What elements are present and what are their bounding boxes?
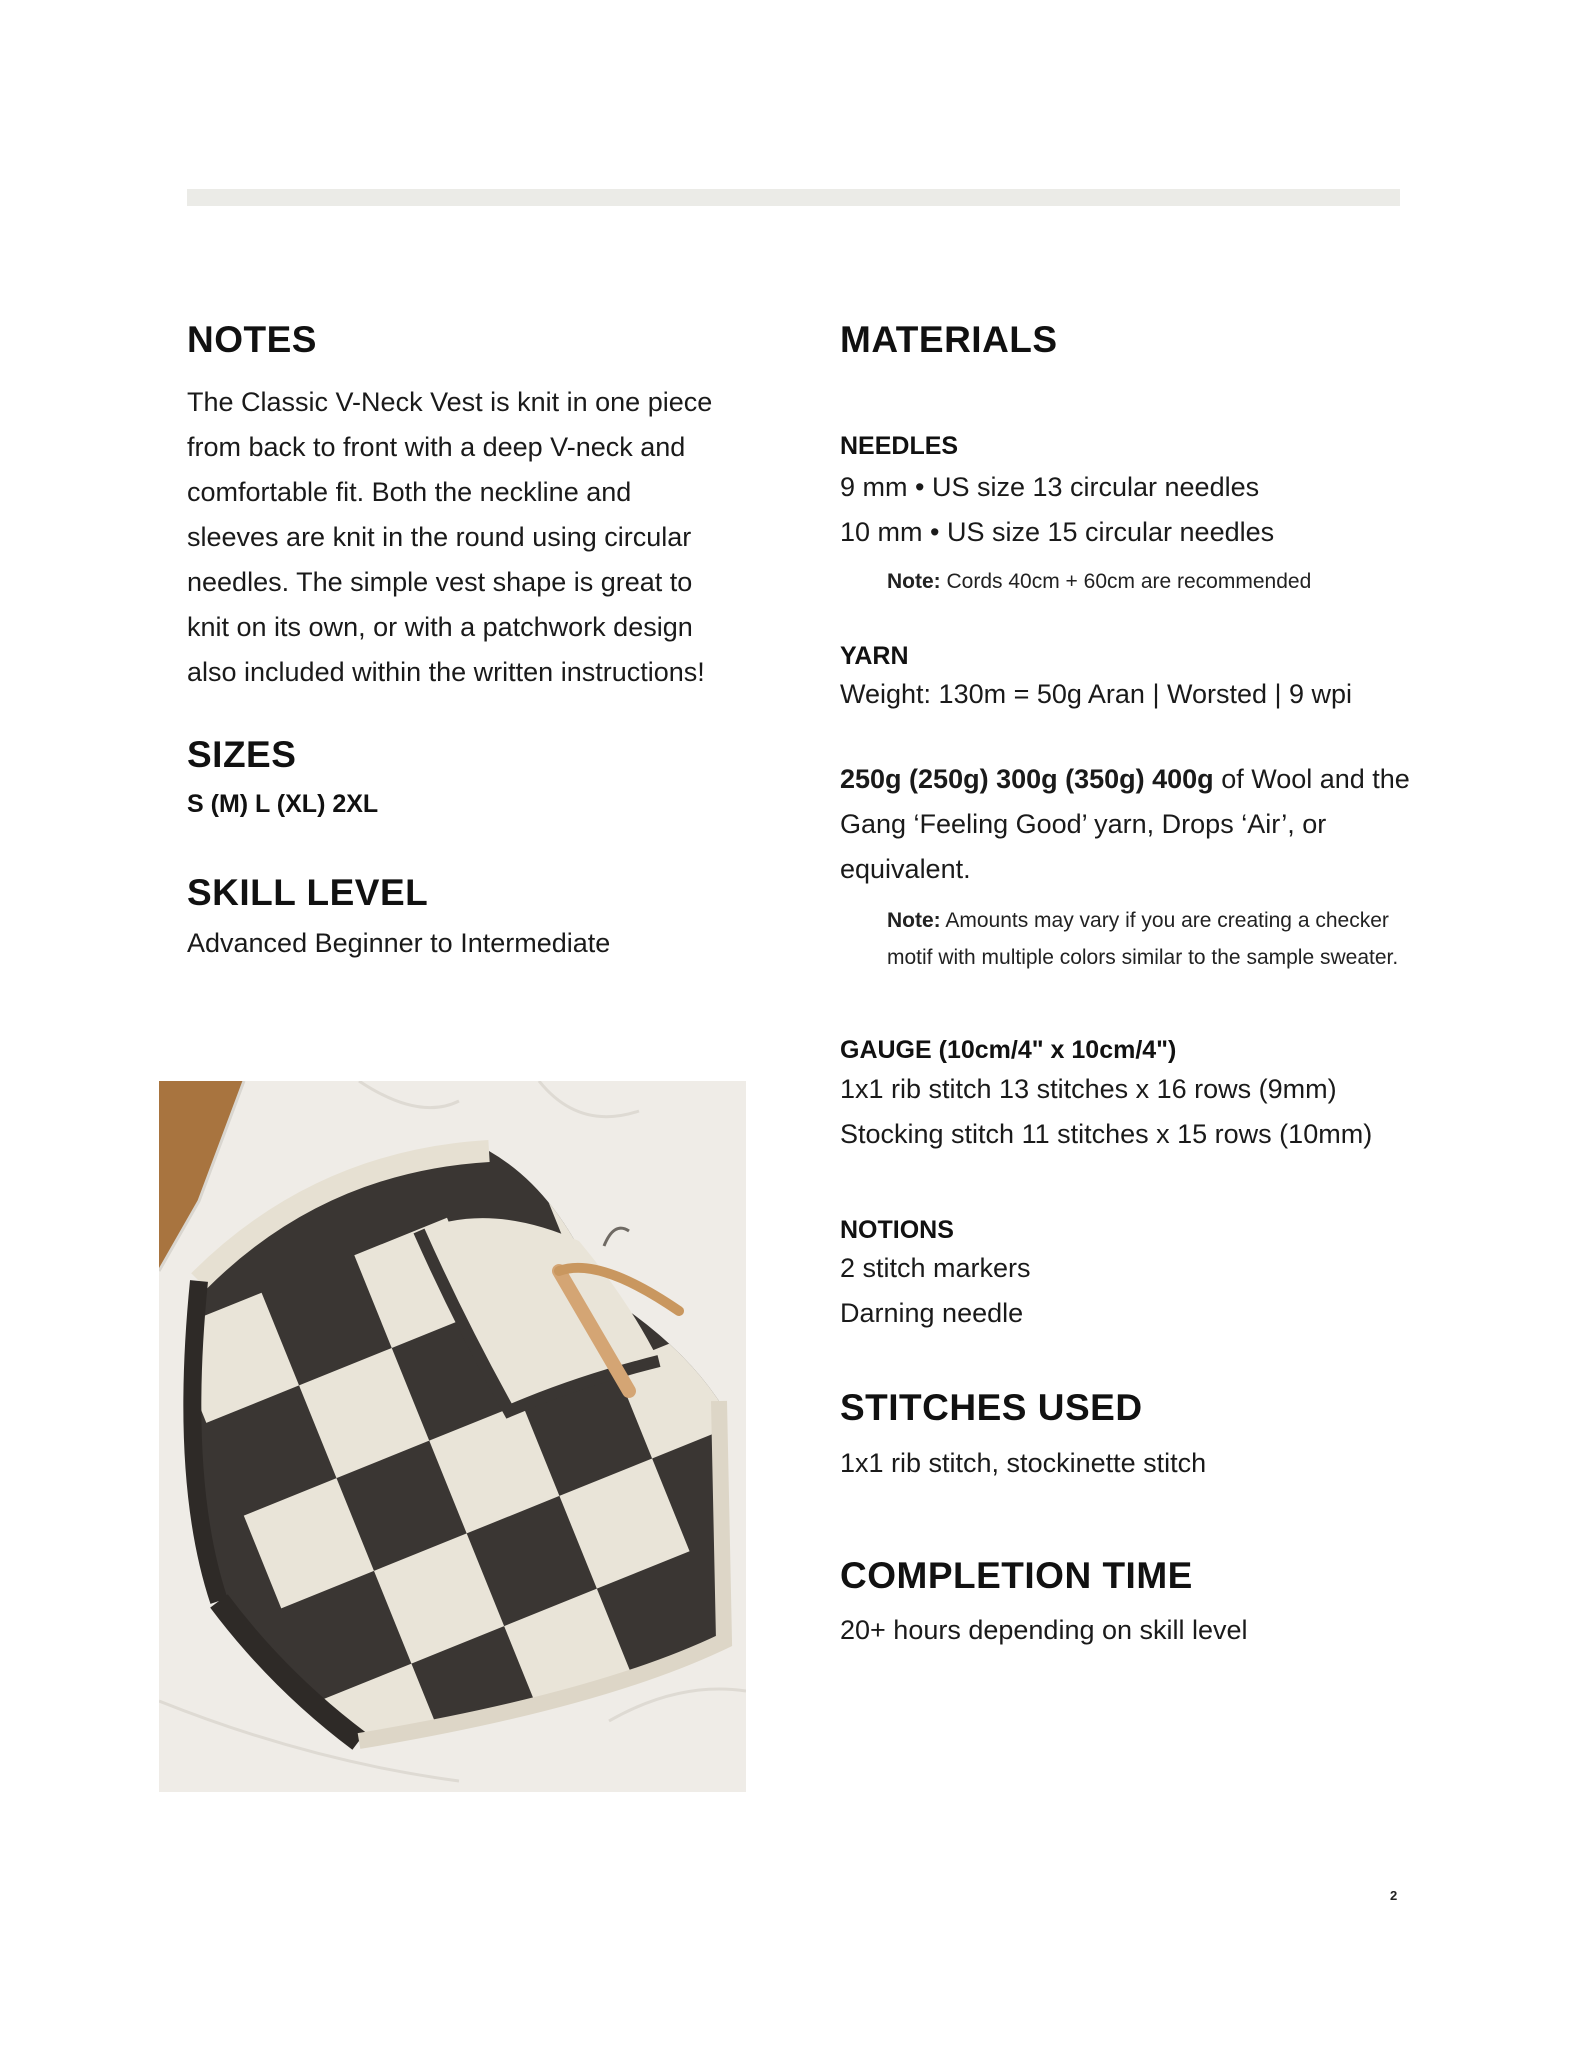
stitches-used-section (840, 1386, 1420, 1485)
needles-note-label: Note: (887, 569, 941, 593)
gauge-line-2: Stocking stitch 11 stitches x 15 rows (10mm) (840, 1118, 1373, 1149)
yarn-amount-sizes: 250g (250g) 300g (350g) 400g (840, 764, 1214, 795)
vest-photo (159, 1081, 746, 1792)
notes-section (187, 318, 727, 695)
skill-level-section (187, 871, 727, 966)
needles-note (887, 563, 1420, 600)
notions-heading: NOTIONS (840, 1215, 954, 1244)
yarn-amount-text (840, 757, 1420, 892)
notes-heading: NOTES (187, 319, 317, 360)
needles-section (840, 430, 1420, 600)
yarn-section (840, 640, 1420, 977)
completion-time-section (840, 1554, 1420, 1653)
yarn-note (887, 902, 1420, 976)
stitches-used-value: 1x1 rib stitch, stockinette stitch (840, 1447, 1207, 1478)
gauge-line-1: 1x1 rib stitch 13 stitches x 16 rows (9mm) (840, 1073, 1337, 1104)
notions-line-1: 2 stitch markers (840, 1253, 1031, 1284)
right-column (840, 318, 1420, 1653)
notes-text: The Classic V-Neck Vest is knit in one piece from back to front with a deep V-neck and comfortable fit. Both the neckline and sleeves are knit in the round using circular needles. The simple vest shape is great to knit on its own, or with a patchwork design also included within the written instructions! (187, 387, 713, 688)
notions-section (840, 1214, 1420, 1337)
left-column (187, 318, 727, 966)
materials-heading: MATERIALS (840, 319, 1058, 360)
sizes-value: S (M) L (XL) 2XL (187, 789, 379, 818)
stitches-used-heading: STITCHES USED (840, 1387, 1143, 1429)
page-number: 2 (1390, 1888, 1398, 1903)
completion-time-heading: COMPLETION TIME (840, 1554, 1193, 1596)
yarn-weight: Weight: 130m = 50g Aran | Worsted | 9 wpi (840, 679, 1353, 710)
needles-note-text: Cords 40cm + 60cm are recommended (940, 569, 1312, 593)
completion-time-value: 20+ hours depending on skill level (840, 1615, 1248, 1646)
header-divider-bar (187, 189, 1400, 206)
needles-line-1: 9 mm • US size 13 circular needles (840, 471, 1260, 502)
yarn-amount-description: of Wool and the Gang ‘Feeling Good’ yarn, Drops ‘Air’, or equivalent. (840, 764, 1410, 885)
skill-level-value: Advanced Beginner to Intermediate (187, 928, 611, 959)
sizes-section (187, 733, 727, 818)
notions-line-2: Darning needle (840, 1298, 1024, 1329)
yarn-note-label: Note: (887, 909, 941, 933)
needles-heading: NEEDLES (840, 432, 959, 461)
yarn-amount (840, 757, 1420, 976)
sizes-heading: SIZES (187, 734, 297, 776)
gauge-heading: GAUGE (10cm/4" x 10cm/4") (840, 1036, 1177, 1065)
vest-photo-illustration (159, 1081, 746, 1792)
yarn-heading: YARN (840, 641, 909, 670)
yarn-note-text: Amounts may vary if you are creating a checker motif with multiple colors similar to the sample sweater. (887, 909, 1399, 970)
needles-line-2: 10 mm • US size 15 circular needles (840, 516, 1275, 547)
gauge-section (840, 1034, 1420, 1157)
skill-level-heading: SKILL LEVEL (187, 871, 429, 913)
